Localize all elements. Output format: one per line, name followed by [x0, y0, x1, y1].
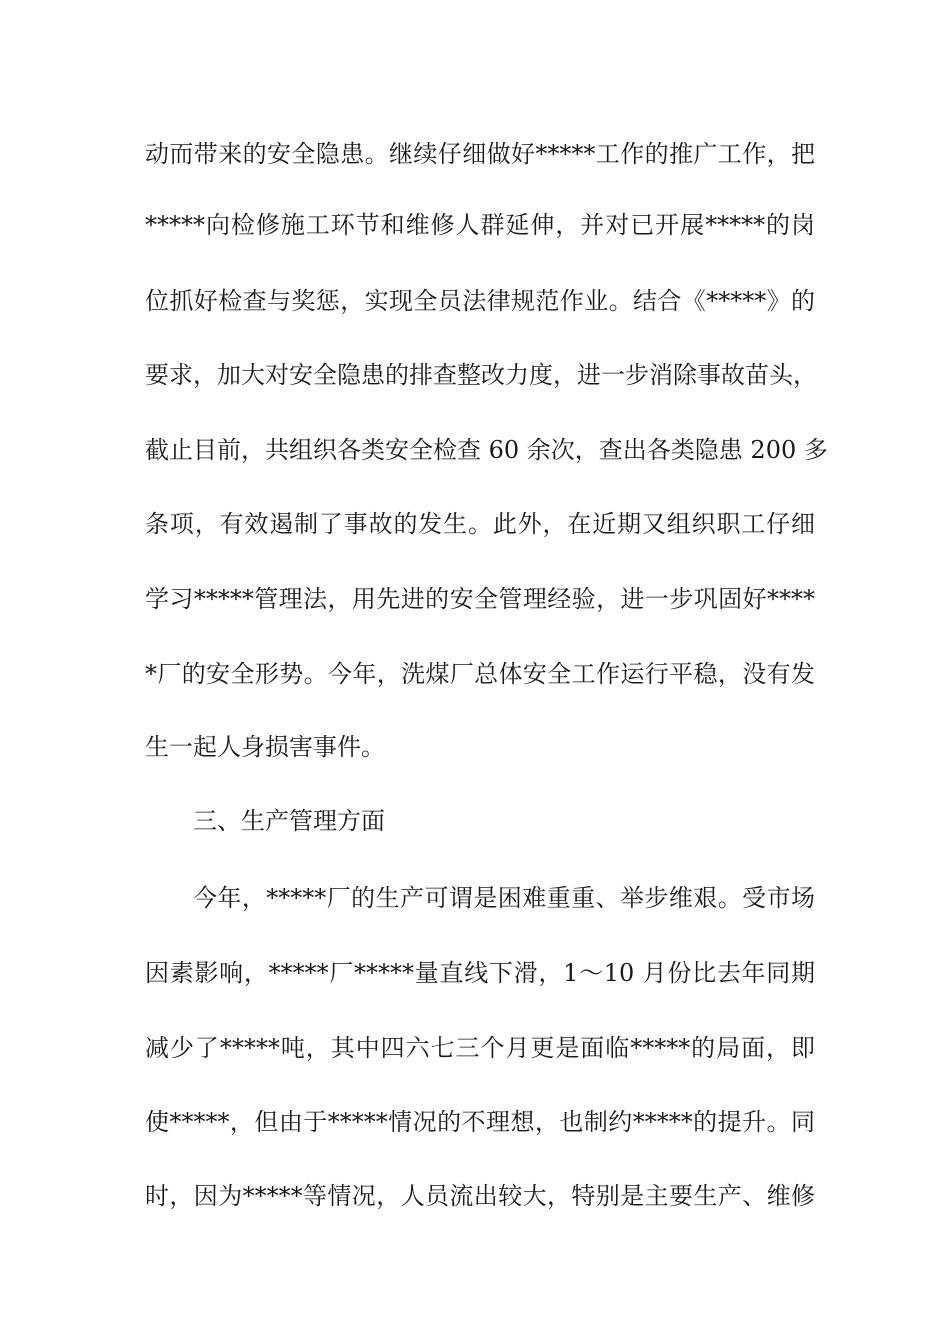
text-line: 学习*****管理法，用先进的安全管理经验，进一步巩固好**** — [145, 585, 815, 613]
text-line: 截止目前，共组织各类安全检查 60 余次，查出各类隐患 200 多 — [145, 436, 828, 464]
text-line: 位抓好检查与奖惩，实现全员法律规范作业。结合《*****》的 — [145, 287, 815, 315]
text-line: 动而带来的安全隐患。继续仔细做好*****工作的推广工作，把 — [145, 140, 815, 168]
text-line: 减少了*****吨，其中四六七三个月更是面临*****的局面，即 — [145, 1034, 815, 1062]
text-line: *厂的安全形势。今年，洗煤厂总体安全工作运行平稳，没有发 — [145, 660, 815, 688]
paragraph-first-line: 今年，*****厂的生产可谓是困难重重、举步维艰。受市场 — [193, 884, 815, 912]
text-line: 时，因为*****等情况，人员流出较大，特别是主要生产、维修 — [145, 1182, 815, 1210]
text-line: 要求，加大对安全隐患的排查整改力度，进一步消除事故苗头， — [145, 361, 817, 389]
text-line: 使*****，但由于*****情况的不理想，也制约*****的提升。同 — [145, 1108, 815, 1136]
text-line: 因素影响，*****厂*****量直线下滑，1～10 月份比去年同期 — [145, 959, 815, 987]
text-line: 条项，有效遏制了事故的发生。此外，在近期又组织职工仔细 — [145, 510, 815, 538]
section-heading: 三、生产管理方面 — [193, 807, 385, 835]
text-line: *****向检修施工环节和维修人群延伸，并对已开展*****的岗 — [145, 211, 815, 239]
paragraph-last-line: 生一起人身损害事件。 — [145, 733, 385, 761]
